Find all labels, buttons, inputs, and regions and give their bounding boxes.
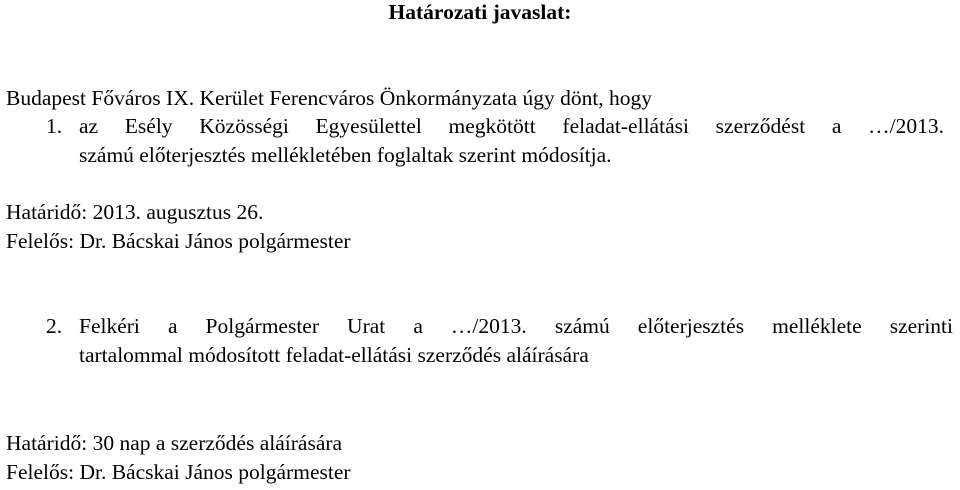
item-deadline: Határidő: 30 nap a szerződés aláírására [6,431,343,455]
item-responsible: Felelős: Dr. Bácskai János polgármester [6,229,351,253]
item-deadline: Határidő: 2013. augusztus 26. [6,200,264,224]
item-text-line-2: tartalommal módosított feladat-ellátási szerződés aláírására [79,343,589,367]
item-text-line-1: Felkéri a Polgármester Urat a …/2013. számú előterjesztés melléklete szerinti [79,314,953,338]
item-text-line-2: számú előterjesztés mellékletében foglaltak szerint módosítja. [79,143,612,167]
item-text-line-1: az Esély Közösségi Egyesülettel megkötött feladat-ellátási szerződést a …/2013. [79,114,944,138]
item-responsible: Felelős: Dr. Bácskai János polgármester [6,460,351,484]
document-title: Határozati javaslat: [388,0,572,24]
intro-text: Budapest Főváros IX. Kerület Ferencváros Önkormányzata úgy dönt, hogy [6,86,653,110]
item-number: 1. [46,114,63,138]
item-number: 2. [46,314,63,338]
